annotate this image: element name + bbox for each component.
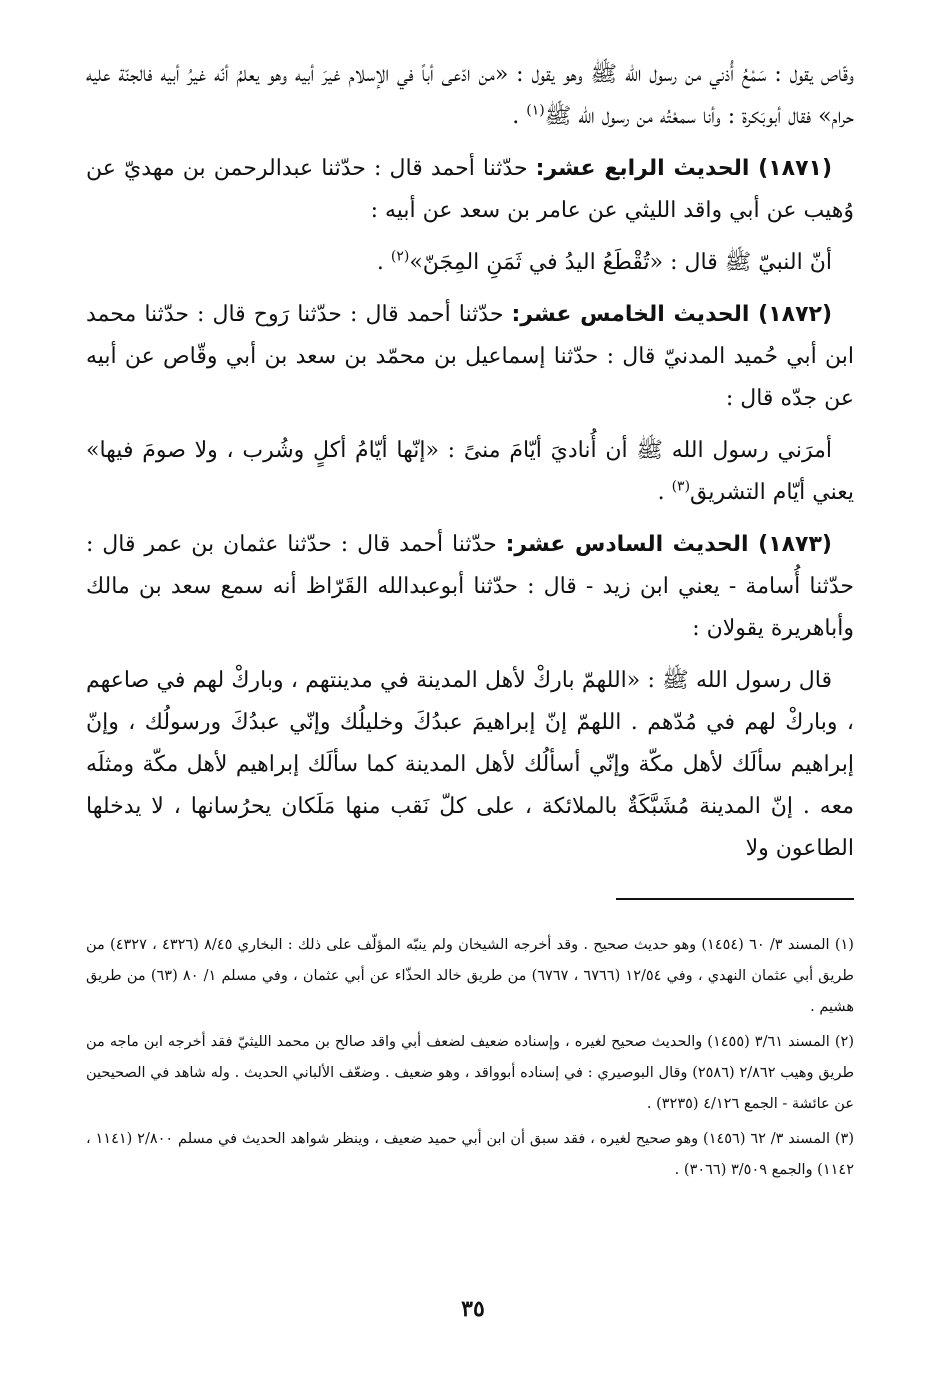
hadith-1872-text: حدّثنا أحمد قال : حدّثنا رَوح قال : حدّثنا محمد ابن أبي حُميد المدنيّ قال : حدّثنا إسماعيل بن محمّد بن سعد بن أبي وقّاص عن أبيه عن جدّه قال : xyxy=(86,302,854,411)
hadith-1873-matn xyxy=(86,660,854,870)
paragraph-end: . xyxy=(376,250,391,275)
paragraph-text: وقّاص يقول : سَمْعُ أُذني من رسول الله ﷺ وهو يقول : «من ادّعى أباً في الإسلام غيرَ أبيه وهو يعلمُ أنّه غيرُ أبيه فالجنّة عليه حرام» فقال أبوبَكرة : وأنا سمعْتُه من رسول الله ﷺ xyxy=(86,62,854,129)
hadith-1873-text: حدّثنا أحمد قال : حدّثنا عثمان بن عمر قال : حدّثنا أُسامة - يعني ابن زيد - قال : حدّثنا أبوعبدالله القَرّاظ أنه سمع سعد بن مالك وأباهريرة يقولان : xyxy=(86,532,854,641)
paragraph-continuation xyxy=(86,54,854,138)
hadith-1872-matn-text: أمرَني رسول الله ﷺ أن أُناديَ أيّامَ منىً : «إنّها أيّامُ أكلٍ وشُرب ، ولا صومَ فيها» يعني أيّام التشريق xyxy=(86,438,854,505)
footnote-ref: (٢) xyxy=(390,248,410,265)
footnotes xyxy=(86,930,854,1186)
book-page xyxy=(86,54,854,1384)
hadith-1872-title: (١٨٧٢) الحديث الخامس عشر: xyxy=(511,302,833,327)
hadith-1871-matn xyxy=(86,242,854,284)
hadith-1871-isnad xyxy=(86,148,854,232)
footnote-1: (١) المسند ٣/ ٦٠ (١٤٥٤) وهو حديث صحيح . وقد أخرجه الشيخان ولم ينبّه المؤلّف على ذلك : البخاري ٨/٤٥ (٤٣٢٦ ، ٤٣٢٧) من طريق أبي عثمان النهدي ، وفي ١٢/٥٤ (٦٧٦٦ ، ٦٧٦٧) من طريق خالد الحذّاء عن أبي عثمان ، وفي مسلم ١/ ٨٠ (٦٣) من طريق هشيم . xyxy=(86,937,854,1015)
hadith-1873-matn-text: قال رسول الله ﷺ : «اللهمّ باركْ لأهل المدينة في مدينتهم ، وباركْ لهم في صاعهم ، وباركْ لهم في مُدّهم . اللهمّ إنّ إبراهيمَ عبدُكَ وخليلُك وإنّي عبدُكَ ورسولُك ، وإنّ إبراهيم سألَك لأهل مكّة وإنّي أسألُك لأهل المدينة كما سألَك إبراهيم لأهل مكّة ومثلَه معه . إنّ المدينة مُشَبَّكَةٌ بالملائكة ، على كلّ نَقب منها مَلَكان يحرُسانها ، لا يدخلها الطاعون ولا xyxy=(86,668,854,861)
hadith-1873-isnad xyxy=(86,524,854,650)
footnote-ref: (٣) xyxy=(671,478,691,495)
paragraph-end: . xyxy=(512,104,527,129)
page-number: ٣٥ xyxy=(461,1296,485,1322)
hadith-1872-matn xyxy=(86,430,854,514)
paragraph-end: . xyxy=(657,480,672,505)
footnote-2: (٢) المسند ٣/٦١ (١٤٥٥) والحديث صحيح لغيره ، وإسناده ضعيف لضعف أبي واقد صالح بن محمد الليثيّ فقد أخرجه ابن ماجه من طريق وهيب ٢/٨٦٢ (٢٥٨٦) وقال البوصيري : في إسناده أبوواقد ، وهو ضعيف . وضعّف الألباني الحديث . وله شاهد في الصحيحين عن عائشة - الجمع ٤/١٢٦ (٣٢٣٥) . xyxy=(86,1034,854,1112)
hadith-1873-title: (١٨٧٣) الحديث السادس عشر: xyxy=(505,532,832,557)
footnote-3: (٣) المسند ٣/ ٦٢ (١٤٥٦) وهو صحيح لغيره ، فقد سبق أن ابن أبي حميد ضعيف ، وينظر شواهد الحديث في مسلم ٢/٨٠٠ (١١٤١ ، ١١٤٢) والجمع ٣/٥٠٩ (٣٠٦٦) . xyxy=(86,1131,854,1178)
main-text xyxy=(86,54,854,870)
hadith-1871-title: (١٨٧١) الحديث الرابع عشر: xyxy=(535,156,832,181)
hadith-1871-text: حدّثنا أحمد قال : حدّثنا عبدالرحمن بن مهديّ عن وُهيب عن أبي واقد الليثي عن عامر بن سعد عن أبيه : xyxy=(86,156,854,223)
hadith-1871-matn-text: أنّ النبيّ ﷺ قال : «تُقْطَعُ اليدُ في ثَمَنِ المِجَنّ» xyxy=(409,250,832,275)
footnote-separator xyxy=(616,898,854,900)
hadith-1872-isnad xyxy=(86,294,854,420)
footnote-ref: (١) xyxy=(526,102,545,119)
